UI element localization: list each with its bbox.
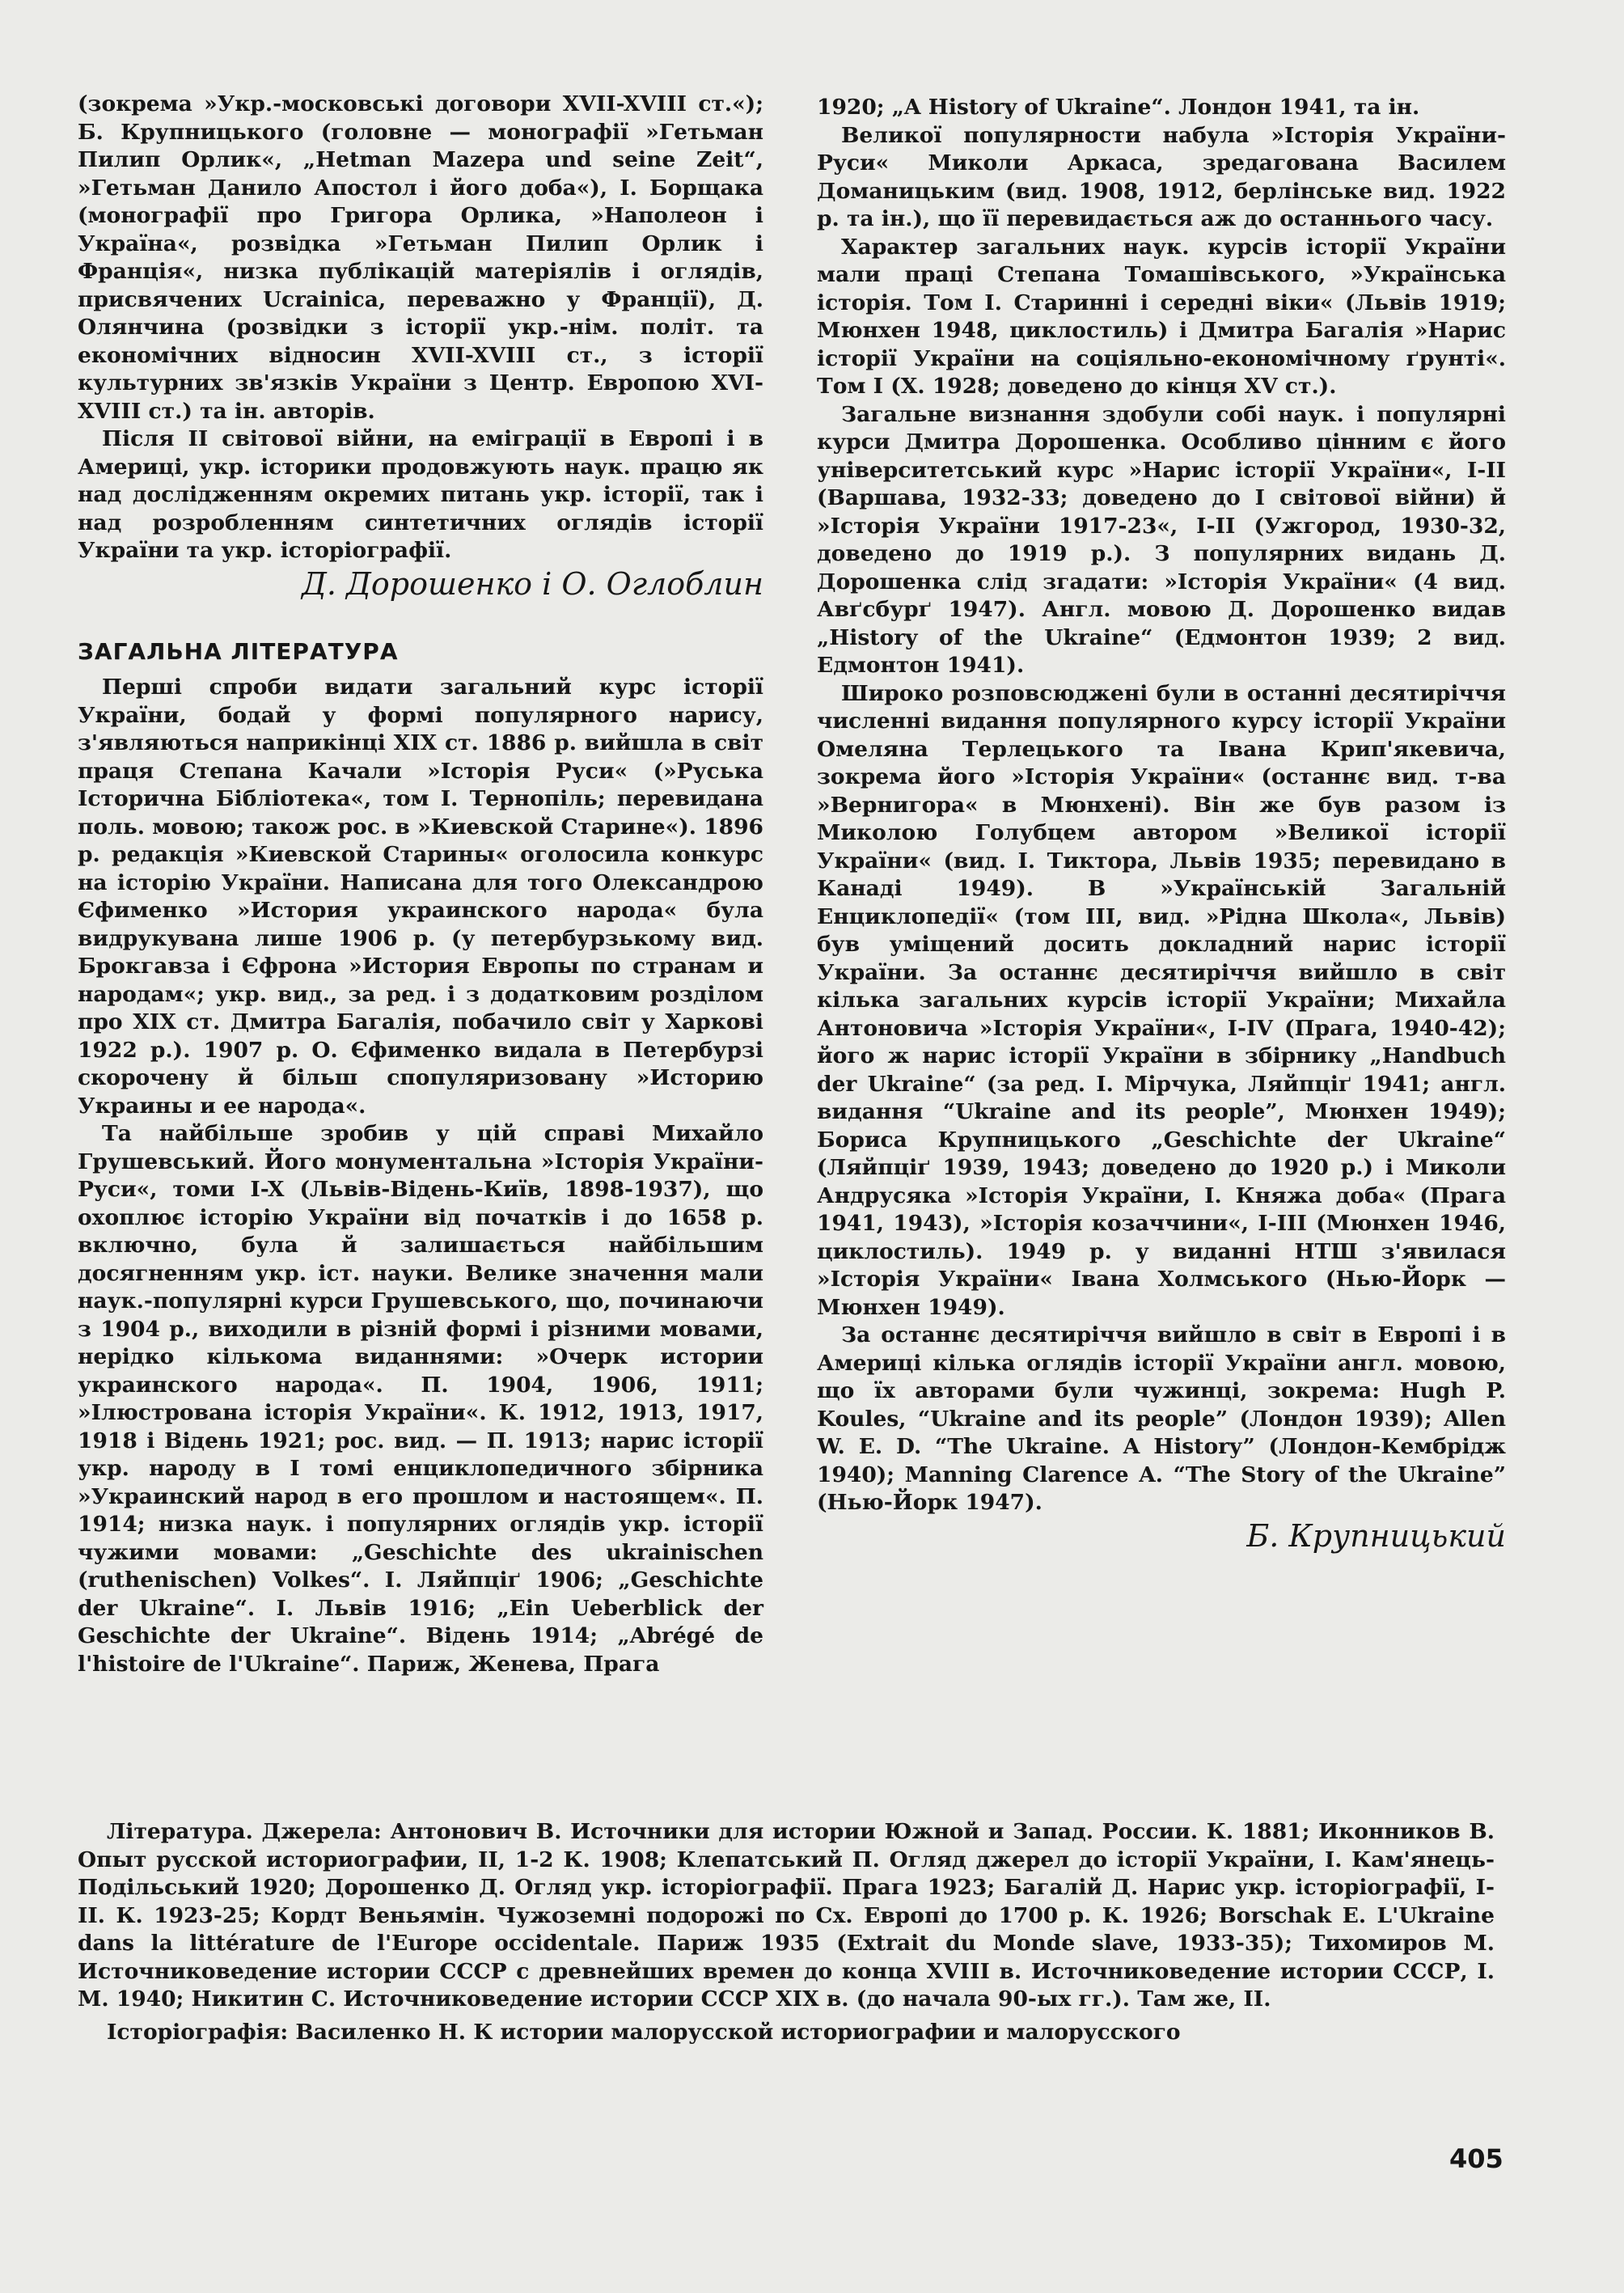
paragraph: Характер загальних наук. курсів історії України мали праці Степана Томашівського, »Українська історія. Том I. Старинні і середні віки« (Львів 1919; Мюнхен 1948, циклостиль) і Дмитра Багалія »Нарис історії України на соціяльно-економічному ґрунті«. Том I (Х. 1928; доведено до кінця XV ст.). <box>817 234 1506 399</box>
paragraph: (зокрема »Укр.-московські договори XVII-XVIII ст.«); Б. Крупницького (головне — монографії »Гетьман Пилип Орлик«, „Hetman Mazepa und seine Zeit“, »Гетьман Данило Апостол і його доба«), І. Борщака (монографії про Григора Орлика, »Наполеон і Україна«, розвідка »Гетьман Пилип Орлик і Франція«, низка публікацій матеріялів і оглядів, присвячених Ucrainica, переважно у Франції), Д. Олянчина (розвідки з історії укр.-нім. політ. та економічних відносин XVII-XVIII ст., з історії культурних зв'язків України з Центр. Европою XVI-XVIII ст.) та ін. авторів. <box>78 91 763 424</box>
bibliography <box>78 1818 1495 2046</box>
page-number: 405 <box>1449 2143 1503 2174</box>
paragraph: Після II світової війни, на еміграції в Европі і в Америці, укр. історики продовжують наук. працю як над дослідженням окремих питань укр. історії, так і над розробленням синтетичних оглядів історії України та укр. історіографії. <box>78 426 763 563</box>
author-signature: Б. Крупницький <box>1246 1517 1506 1554</box>
bibliography-historiography: Історіографія: Василенко Н. К истории малорусской историографии и малорусского <box>107 2019 1181 2045</box>
author-signature: Д. Дорошенко і О. Оглоблин <box>301 565 763 602</box>
left-column <box>78 91 763 1678</box>
paragraph: За останнє десятиріччя вийшло в світ в Европі і в Америці кілька оглядів історії України англ. мовою, що їх авторами були чужинці, зокрема: Hugh P. Koules, “Ukraine and its people” (Лондон 1939); Allen W. E. D. “The Ukraine. A History” (Лондон-Кембрідж 1940); Manning Clarence A. “The Story of the Ukraine” (Нью-Йорк 1947). <box>817 1322 1506 1515</box>
paragraph: Перші спроби видати загальний курс історії України, бодай у формі популярного нарису, з'являються наприкінці XIX ст. 1886 р. вийшла в світ праця Степана Качали »Історія Руси« (»Руська Історична Бібліотека«, том I. Тернопіль; перевидана поль. мовою; також рос. в »Киевской Старине«). 1896 р. редакція »Киевской Старины« оголосила конкурс на історію України. Написана для того Олександрою Єфименко »История украинского народа« була видрукувана лише 1906 р. (у петербурзькому вид. Брокгавза і Єфрона »История Европы по странам и народам«; укр. вид., за ред. і з додатковим розділом про XIX ст. Дмитра Багалія, побачило світ у Харкові 1922 р.). 1907 р. О. Єфименко видала в Петербурзі скорочену й більш спопуляризовану »Историю Украины и ее народа«. <box>78 675 763 1119</box>
right-column <box>817 94 1506 1555</box>
section-heading: ЗАГАЛЬНА ЛІТЕРАТУРА <box>78 637 399 665</box>
paragraph: Загальне визнання здобули собі наук. і популярні курси Дмитра Дорошенка. Особливо цінним є його університетський курс »Нарис історії України«, I-II (Варшава, 1932-33; доведено до I світової війни) й »Історія України 1917-23«, I-II (Ужгород, 1930-32, доведено до 1919 р.). З популярних видань Д. Дорошенка слід згадати: »Історія України« (4 вид. Авґсбурґ 1947). Англ. мовою Д. Дорошенко видав „History of the Ukraine“ (Едмонтон 1939; 2 вид. Едмонтон 1941). <box>817 401 1506 678</box>
paragraph: Великої популярности набула »Історія України-Руси« Миколи Аркаса, зредагована Василем Доманицьким (вид. 1908, 1912, берлінське вид. 1922 р. та ін.), що її перевидається аж до останнього часу. <box>817 122 1506 231</box>
bibliography-literature: Література. Джерела: Антонович В. Источники для истории Южной и Запад. России. К. 1881; Иконников В. Опыт русской историографии, II, 1-2 К. 1908; Клепатський П. Огляд джерел до історії України, I. Кам'янець-Подільський 1920; Дорошенко Д. Огляд укр. історіографії. Прага 1923; Багалій Д. Нарис укр. історіографії, I-II. К. 1923-25; Кордт Веньямін. Чужоземні подорожі по Сх. Европі до 1700 р. К. 1926; Borschak E. L'Ukraine dans la littérature de l'Europe occidentale. Париж 1935 (Extrait du Monde slave, 1933-35); Тихомиров М. Источниковедение истории СССР с древнейших времен до конца XVIII в. Источниковедение истории СССР, I. М. 1940; Никитин С. Источниковедение истории СССР XIX в. (до начала 90-ых гг.). Там же, II. <box>78 1819 1495 2012</box>
paragraph: 1920; „A History of Ukraine“. Лондон 1941, та ін. <box>817 95 1420 120</box>
paragraph: Та найбільше зробив у цій справі Михайло Грушевський. Його монументальна »Історія України-Руси«, томи I-X (Львів-Відень-Київ, 1898-1937), що охоплює історію України від початків і до 1658 р. включно, була й залишається найбільшим досягненням укр. іст. науки. Велике значення мали наук.-популярні курси Грушевського, що, починаючи з 1904 р., виходили в різній формі і різними мовами, нерідко кількома виданнями: »Очерк истории украинского народа«. П. 1904, 1906, 1911; »Ілюстрована історія України«. К. 1912, 1913, 1917, 1918 і Відень 1921; рос. вид. — П. 1913; нарис історії укр. народу в I томі енциклопедичного збірника »Украинский народ в его прошлом и настоящем«. П. 1914; низка наук. і популярних оглядів укр. історії чужими мовами: „Geschichte des ukrainischen (ruthenischen) Volkes“. I. Ляйпціґ 1906; „Geschichte der Ukraine“. I. Львів 1916; „Ein Ueberblick der Geschichte der Ukraine“. Відень 1914; „Abrégé de l'histoire de l'Ukraine“. Париж, Женева, Прага <box>78 1121 763 1677</box>
paragraph: Широко розповсюджені були в останні десятиріччя численні видання популярного курсу історії України Омеляна Терлецького та Івана Крип'якевича, зокрема його »Історія України« (останнє вид. т-ва »Вернигора« в Мюнхені). Він же був разом із Миколою Голубцем автором »Великої історії України« (вид. І. Тиктора, Львів 1935; перевидано в Канаді 1949). В »Українській Загальній Енциклопедії« (том III, вид. »Рідна Школа«, Львів) був уміщений досить докладний нарис історії України. За останнє десятиріччя вийшло в світ кілька загальних курсів історії України; Михайла Антоновича »Історія України«, I-IV (Прага, 1940-42); його ж нарис історії України в збірнику „Handbuch der Ukraine“ (за ред. І. Мірчука, Ляйпціґ 1941; англ. видання “Ukraine and its people”, Мюнхен 1949); Бориса Крупницького „Geschichte der Ukraine“ (Ляйпціґ 1939, 1943; доведено до 1920 р.) і Миколи Андрусяка »Історія України, I. Княжа доба« (Прага 1941, 1943), »Історія козаччини«, I-III (Мюнхен 1946, циклостиль). 1949 р. у виданні НТШ з'явилася »Історія України« Івана Холмського (Нью-Йорк — Мюнхен 1949). <box>817 680 1506 1320</box>
